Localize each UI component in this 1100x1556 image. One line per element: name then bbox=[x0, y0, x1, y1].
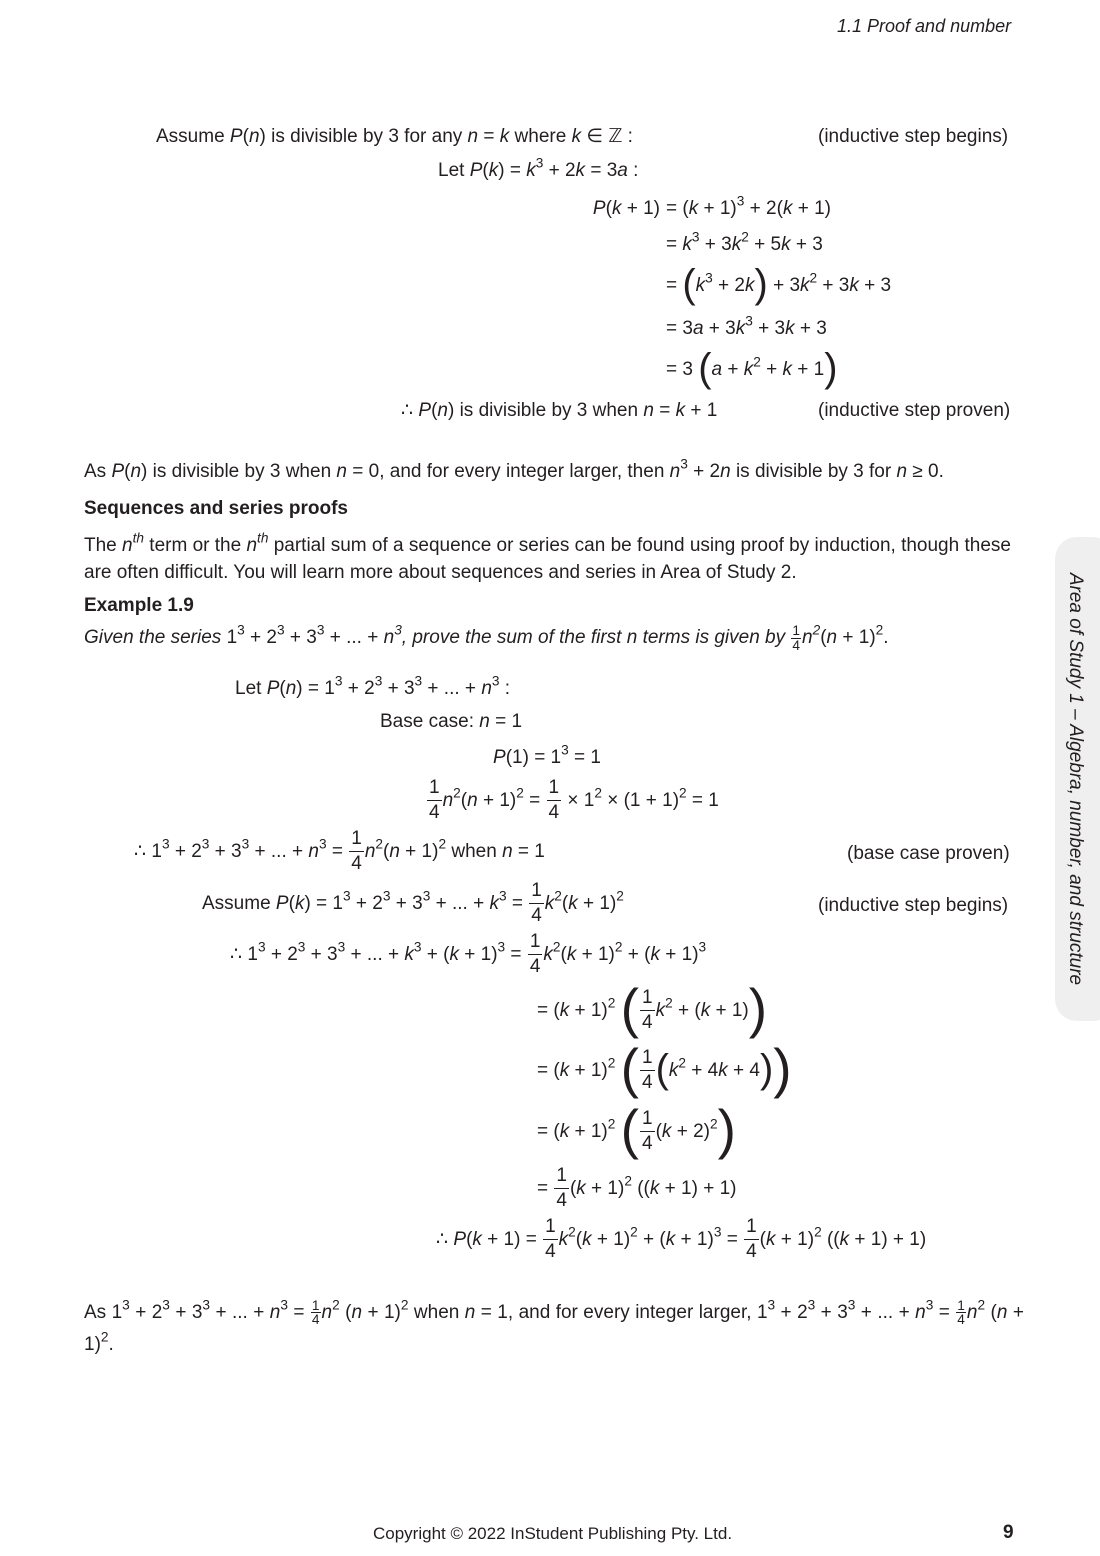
page-number: 9 bbox=[1003, 1522, 1014, 1543]
eq-step-2: = $k^3 + 3k^2 + 5k + 3$ bbox=[666, 229, 823, 255]
running-header: 1.1 Proof and number bbox=[837, 16, 1012, 36]
note-inductive-begins-2: (inductive step begins) bbox=[818, 895, 1009, 916]
eq-step-5: = 3 $(a + k^2 + k + 1)$ bbox=[666, 345, 838, 390]
sum-step-1: = $(k + 1)^2$ ( $\frac{1}{4}$ $k^2 + (k + 1)$) bbox=[537, 976, 768, 1039]
eq-step-4: = $3a + 3k^3 + 3k + 3$ bbox=[666, 313, 827, 339]
conclusion-divisible: As P(n) is divisible by 3 when n = 0, and for every integer larger, then $n^3 + 2n$ is divisible by 3 for n ≥ 0. bbox=[84, 456, 944, 482]
pk-plus-1: ∴ P(k + 1) = $\frac{1}{4}$ $k^2(k + 1)^2 + (k + 1)^3$ = $\frac{1}{4}$ $(k + 1)^2$ ((k + 1) + 1) bbox=[436, 1216, 927, 1262]
base-formula: $\frac{1}{4}$ $n^2(n + 1)^2$ = $\frac{1}{4}$ × $1^2 \times (1 + 1)^2 = 1$ bbox=[429, 777, 719, 823]
therefore-line: ∴ P(n) is divisible by 3 when n = k + 1 bbox=[401, 400, 718, 421]
eq-lhs: P(k + 1) bbox=[592, 198, 660, 219]
assume-pk: Assume $P(k) = 1^3 + 2^3 + 3^3$ + ... + $k^3$ = $\frac{1}{4}$ $k^2(k + 1)^2$ bbox=[202, 880, 624, 926]
sum-step-4: = $\frac{1}{4}$ $(k + 1)^2$ ((k + 1) + 1) bbox=[537, 1165, 737, 1211]
base-conclusion: ∴ $1^3 + 2^3 + 3^3$ + ... + $n^3$ = $\frac{1}{4}$ $n^2(n + 1)^2$ when n = 1 bbox=[134, 828, 545, 874]
footer-copyright: Copyright © 2022 InStudent Publishing Pty. Ltd. bbox=[373, 1524, 733, 1543]
final-conclusion: As $1^3 + 2^3 + 3^3$ + ... + $n^3$ = $\frac{1}{4}$ $n^2$ $(n + 1)^2$ when n = 1, and for every integer larger, $1^3 + 2^3 + 3^3$ + ... + $n^3$ = $\frac{1}{4}$ $n^2$ $(n + 1)^2$. bbox=[84, 1297, 1024, 1355]
sum-k-plus-1: ∴ $1^3 + 2^3 + 3^3$ + ... + $k^3 + (k + 1)^3$ = $\frac{1}{4}$ $k^2(k + 1)^2 + (k + 1)^3$ bbox=[230, 931, 707, 977]
let-series: Let $P(n) = 1^3 + 2^3 + 3^3$ + ... + $n^3$ : bbox=[235, 673, 511, 699]
let-line: Let $P(k) = k^3 + 2k = 3a$ : bbox=[438, 155, 639, 181]
example-prompt: Given the series $1^3 + 2^3 + 3^3$ + ... + $n^3$, prove the sum of the first n terms is given by $\frac{1}{4}$ $n^2(n + 1)^2$. bbox=[84, 622, 889, 653]
note-inductive-proven: (inductive step proven) bbox=[818, 400, 1011, 421]
intro-paragraph: The $n^{th}$ term or the $n^{th}$ partial sum of a sequence or series can be found using proof by induction, though these are often difficult. You will learn more about sequences and series in Area of Study 2. bbox=[84, 530, 1011, 583]
eq-step-3: = $(k^3 + 2k) + 3k^2 + 3k + 3$ bbox=[666, 261, 892, 306]
side-tab-label: Area of Study 1 – Algebra, number, and structure bbox=[1065, 572, 1086, 986]
note-inductive-begins: (inductive step begins) bbox=[818, 126, 1009, 147]
sum-step-2: = $(k + 1)^2$ ( $\frac{1}{4}$ $(k^2 + 4k + 4)$) bbox=[537, 1036, 792, 1099]
eq-step-1: = $(k + 1)^3 + 2(k + 1)$ bbox=[666, 193, 831, 219]
base-case-label: Base case: n = 1 bbox=[380, 711, 523, 732]
base-p1: $P(1) = 1^3 = 1$ bbox=[493, 742, 601, 768]
assumption-line: Assume P(n) is divisible by 3 for any n = k where k ∈ ℤ : bbox=[156, 126, 633, 147]
note-base-proven: (base case proven) bbox=[847, 843, 1010, 864]
section-heading: Sequences and series proofs bbox=[84, 498, 348, 519]
sum-step-3: = $(k + 1)^2$ ( $\frac{1}{4}$ $(k + 2)^2$) bbox=[537, 1097, 736, 1160]
example-title: Example 1.9 bbox=[84, 595, 194, 616]
